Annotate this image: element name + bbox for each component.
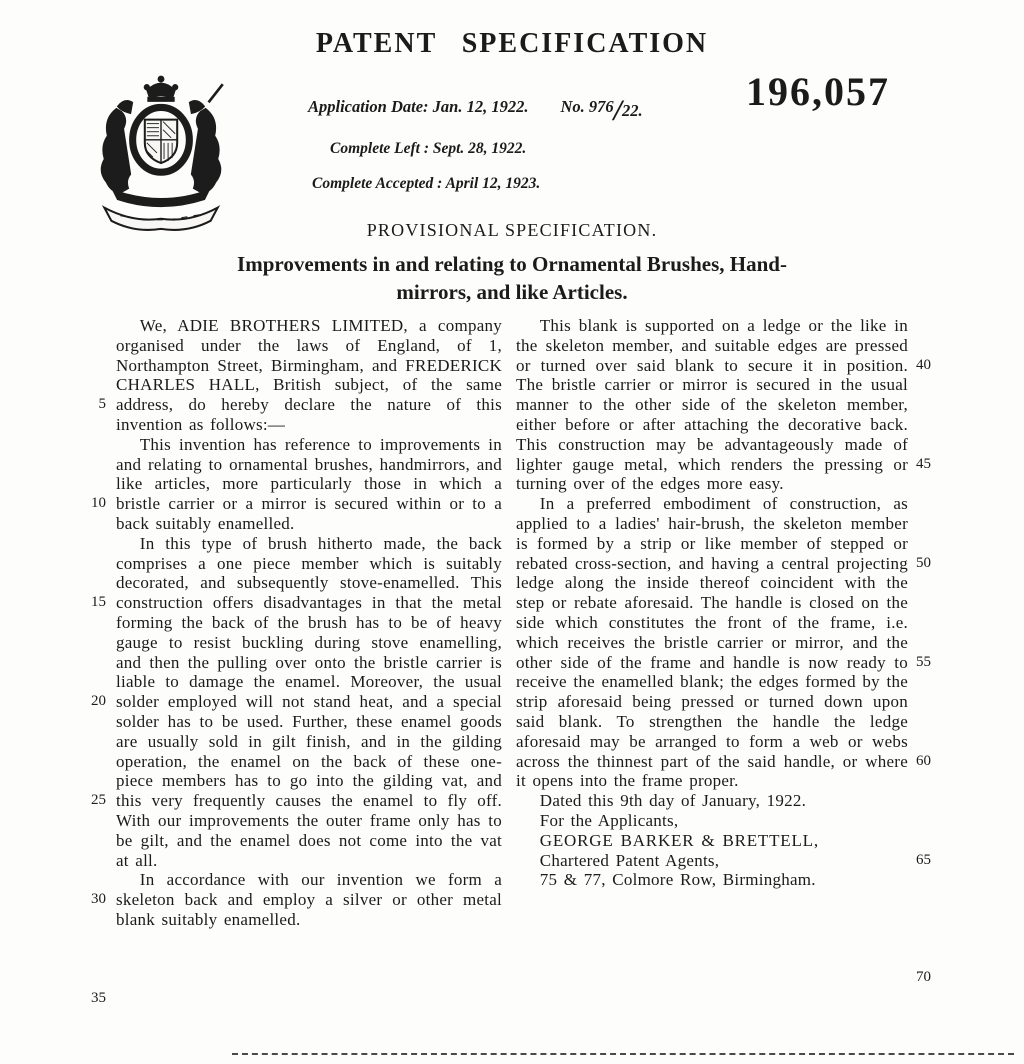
signature-role: Chartered Patent Agents, (539, 850, 720, 870)
application-date: Application Date: Jan. 12, 1922. (308, 97, 529, 116)
invention-title-line1: Improvements in and relating to Ornamental Brushes, Hand- (237, 252, 787, 276)
paragraph: This blank is supported on a ledge or the like in the skeleton member, and suitable edges are pressed or turned over said blank to secure it in position. The bristle carrier or mirror is secured in the usual manner to the other side of the skeleton member, either before or after attaching the decorative back. This construction may be advantageously made of lighter gauge metal, which renders the pressing or turning over of the edges more easy. (516, 316, 908, 494)
application-number: No. 976/22. (560, 94, 643, 127)
complete-accepted-line: Complete Accepted : April 12, 1923. (312, 175, 541, 192)
line-number: 65 (916, 852, 931, 868)
royal-coat-of-arms-icon (94, 72, 228, 236)
paragraph: This invention has reference to improvements in and relating to ornamental brushes, handmirrors, and like articles, more particularly those in which a bristle carrier or a mirror is secured within or to a back suitably enamelled. (116, 434, 502, 533)
page-edge-dashes (232, 1053, 1014, 1055)
application-line (308, 95, 643, 125)
signature-for: For the Applicants, (539, 810, 679, 830)
paragraph: In a preferred embodiment of construction, as applied to a ladies' hair-brush, the skeleton member is formed by a strip or like member of stepped or rebated cross-section, and having a central projecting ledge along the inside thereof coincident with the step or rebate aforesaid. The handle is closed on the side which constitutes the front of the frame, i.e. which receives the bristle carrier or mirror, and the other side of the frame and handle is now ready to receive the enamelled blank; the edges formed by the strip aforesaid being pressed or turned down upon said blank. To strengthen the handle the ledge aforesaid may be arranged to form a web or webs across the thinnest part of the said handle, or where it opens into the frame proper. (516, 494, 908, 791)
line-number: 5 (98, 396, 106, 412)
invention-title (0, 250, 1024, 306)
patent-number: 196,057 (746, 69, 890, 114)
line-number: 40 (916, 357, 931, 373)
line-number: 20 (91, 693, 106, 709)
invention-title-line2: mirrors, and like Articles. (396, 280, 628, 304)
page-title: PATENT SPECIFICATION (315, 28, 709, 59)
line-number: 10 (91, 495, 106, 511)
line-number: 15 (91, 594, 106, 610)
line-number: 30 (91, 891, 106, 907)
line-number: 60 (916, 753, 931, 769)
fraction-slash: / (613, 94, 622, 127)
paragraph: In this type of brush hitherto made, the back comprises a one piece member which is suitably decorated, and subsequently stove-enamelled. This construction offers disadvantages in that the metal forming the back of the brush has to be of heavy gauge to resist buckling during stove enamelling, and then the pulling over onto the bristle carrier is liable to damage the enamel. Moreover, the usual solder employed will not stand heat, and a special solder has to be used. Further, these enamel goods are usually sold in gilt finish, and in the gilding operation, the enamel on the back of these one-piece members has to go into the gilding vat, and this very frequently causes the enamel to fly off. With our improvements the outer frame only has to be gilt, and the enamel does not come into the vat at all. (116, 533, 502, 870)
complete-left-line: Complete Left : Sept. 28, 1922. (330, 140, 527, 157)
column-right (516, 316, 931, 985)
line-number: 25 (91, 792, 106, 808)
document-body (91, 316, 931, 1006)
section-heading: PROVISIONAL SPECIFICATION. (366, 220, 658, 240)
line-number: 45 (916, 456, 931, 472)
signature-address: 75 & 77, Colmore Row, Birmingham. (539, 870, 816, 890)
line-number: 35 (91, 990, 106, 1006)
column-left (91, 316, 502, 1006)
line-number: 70 (916, 969, 931, 985)
coat-of-arms (94, 72, 228, 236)
line-number: 50 (916, 555, 931, 571)
paragraph: We, ADIE BROTHERS LIMITED, a company organised under the laws of England, of 1, Northampton Street, Birmingham, and FREDERICK CHARLES HALL, British subject, of the same address, do hereby declare the nature of this invention as follows:— (116, 316, 502, 434)
dated-line: Dated this 9th day of January, 1922. (539, 791, 807, 811)
signature-name: GEORGE BARKER & BRETTELL, (539, 830, 819, 850)
line-number: 55 (916, 654, 931, 670)
paragraph: In accordance with our invention we form a skeleton back and employ a silver or other metal blank suitably enamelled. (116, 870, 502, 929)
